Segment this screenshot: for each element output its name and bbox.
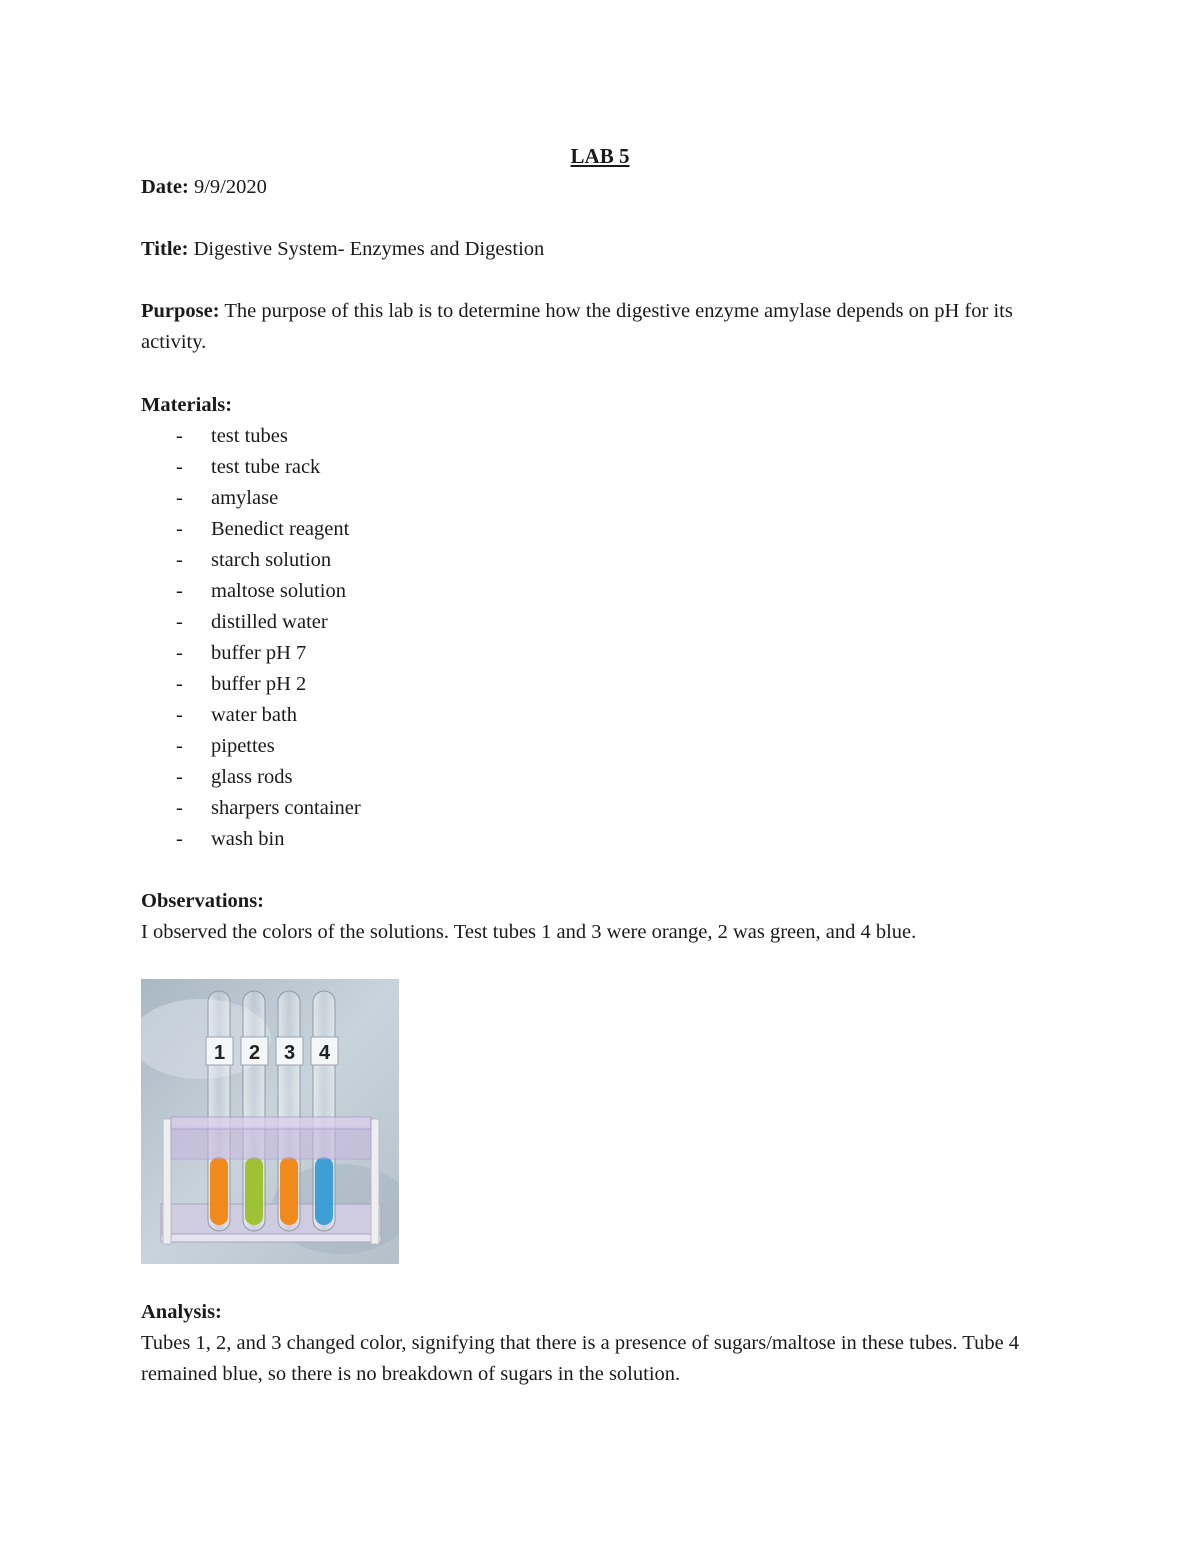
tube-label-3: 3 [283, 1042, 296, 1064]
rack-holder [171, 1127, 371, 1159]
list-bullet: - [176, 828, 183, 850]
list-bullet: - [176, 735, 183, 757]
material-item: test tube rack [211, 456, 321, 478]
list-item [141, 483, 361, 514]
rack-left-post [163, 1119, 171, 1244]
list-item [141, 793, 361, 824]
list-bullet: - [176, 456, 183, 478]
list-bullet: - [176, 797, 183, 819]
material-item: amylase [211, 487, 279, 509]
list-item [141, 421, 361, 452]
list-bullet: - [176, 425, 183, 447]
purpose-paragraph [141, 296, 1061, 358]
material-item: maltose solution [211, 580, 346, 602]
tube-2 [243, 991, 265, 1231]
date-label: Date: [141, 176, 189, 198]
material-item: sharpers container [211, 797, 361, 819]
material-item: Benedict reagent [211, 518, 350, 540]
purpose-text: The purpose of this lab is to determine how the digestive enzyme amylase depends on pH for its activity. [141, 300, 1013, 353]
lab-title: LAB 5 [570, 144, 630, 168]
tube-2-liquid [245, 1157, 263, 1225]
material-item: buffer pH 2 [211, 673, 307, 695]
tube-label-2: 2 [248, 1042, 261, 1064]
material-item: buffer pH 7 [211, 642, 307, 664]
title-line [141, 234, 1061, 265]
list-bullet: - [176, 766, 183, 788]
title-label: Title: [141, 238, 189, 260]
analysis-heading: Analysis: [141, 1301, 222, 1323]
material-item: pipettes [211, 735, 275, 757]
list-bullet: - [176, 518, 183, 540]
list-item [141, 545, 361, 576]
tube-label-1-tag [206, 1037, 233, 1065]
list-item [141, 514, 361, 545]
material-item: wash bin [211, 828, 285, 850]
list-item [141, 607, 361, 638]
test-tube-rack-photo [141, 979, 399, 1264]
list-bullet: - [176, 642, 183, 664]
material-item: test tubes [211, 425, 288, 447]
list-bullet: - [176, 487, 183, 509]
purpose-label: Purpose: [141, 300, 220, 322]
analysis-text: Tubes 1, 2, and 3 changed color, signifying that there is a presence of sugars/maltose in these tubes. Tube 4 remained blue, so there is no breakdown of sugars in the solution. [141, 1332, 1020, 1385]
date-value: 9/9/2020 [193, 176, 267, 198]
list-bullet: - [176, 704, 183, 726]
list-item [141, 731, 361, 762]
tube-1 [208, 991, 230, 1231]
material-item: water bath [211, 704, 297, 726]
material-item: glass rods [211, 766, 293, 788]
tube-label-4-tag [311, 1037, 338, 1065]
list-item [141, 762, 361, 793]
list-bullet: - [176, 580, 183, 602]
tube-label-3-tag [276, 1037, 303, 1065]
tube-3 [278, 991, 300, 1231]
tube-label-4: 4 [318, 1042, 331, 1064]
observations-text: I observed the colors of the solutions. Test tubes 1 and 3 were orange, 2 was green, and 4 blue. [141, 921, 917, 943]
list-bullet: - [176, 611, 183, 633]
list-item [141, 576, 361, 607]
list-item [141, 669, 361, 700]
tube-label-2-tag [241, 1037, 268, 1065]
title-value: Digestive System- Enzymes and Digestion [193, 238, 545, 260]
list-item [141, 452, 361, 483]
tube-1-liquid [210, 1157, 228, 1225]
tube-4 [313, 991, 335, 1231]
observations-heading: Observations: [141, 890, 264, 912]
list-bullet: - [176, 673, 183, 695]
material-item: distilled water [211, 611, 328, 633]
tube-4-liquid [315, 1157, 333, 1225]
date-line [141, 172, 1061, 203]
list-item [141, 824, 361, 855]
materials-list [141, 421, 361, 855]
materials-heading: Materials: [141, 394, 233, 416]
material-item: starch solution [211, 549, 332, 571]
tube-label-1: 1 [213, 1042, 226, 1064]
tube-3-liquid [280, 1157, 298, 1225]
rack-right-post [371, 1119, 379, 1244]
list-item [141, 700, 361, 731]
list-bullet: - [176, 549, 183, 571]
list-item [141, 638, 361, 669]
